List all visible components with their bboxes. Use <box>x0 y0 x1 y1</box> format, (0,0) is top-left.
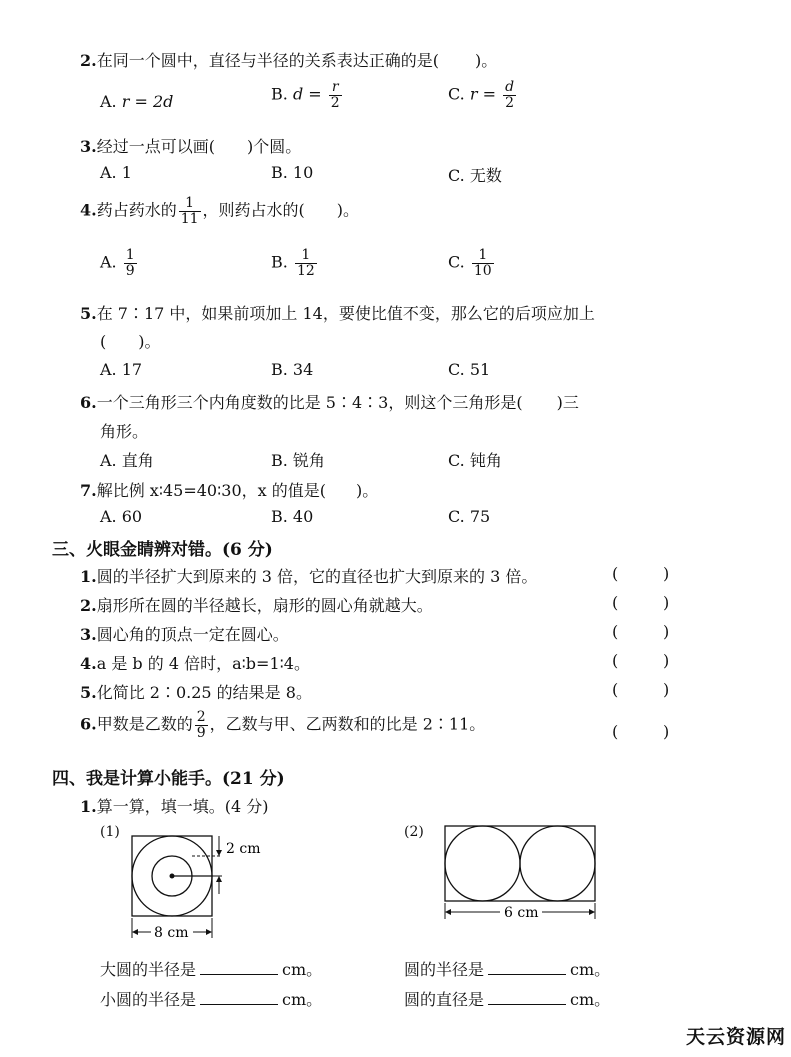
arrow-head-bottom <box>216 876 222 882</box>
figure-1-diagram <box>120 826 280 946</box>
fill-radius: 圆的半径是 cm。 <box>404 960 611 979</box>
judge-item-3: 3.圆心角的顶点一定在圆心。 <box>80 625 289 644</box>
dim-2cm: 2 cm <box>226 841 261 857</box>
q5-stem-line2: ( )。 <box>100 332 161 351</box>
answer-blank[interactable] <box>200 974 278 975</box>
q2-stem: 2.在同一个圆中，直径与半径的关系表达正确的是( )。 <box>80 51 498 70</box>
q2-option-b: B. d = $\frac{r}{2}$ <box>271 79 340 111</box>
q3-option-c: C. 无数 <box>448 166 502 185</box>
figure-1-label: (1) <box>100 824 120 840</box>
figure-2-label: (2) <box>404 824 424 840</box>
q6-stem: 6.一个三角形三个内角度数的比是 5∶4∶3，则这个三角形是( )三 <box>80 393 579 412</box>
figure-2-diagram <box>438 822 608 927</box>
q7-stem: 7.解比例 x∶45=40∶30，x 的值是( )。 <box>80 481 379 500</box>
section4-title: 四、我是计算小能手。(21 分) <box>52 769 285 789</box>
answer-blank[interactable] <box>488 974 566 975</box>
q5-option-c: C. 51 <box>448 360 491 379</box>
answer-paren-close: ) <box>663 651 670 670</box>
q3-option-a: A. 1 <box>100 163 132 182</box>
judge-item-5: 5.化简比 2∶0.25 的结果是 8。 <box>80 683 312 702</box>
q4-stem: 4.药占药水的 $\frac{1}{11}$ ，则药占水的( )。 <box>80 195 360 227</box>
sub-question-1: 1.算一算，填一填。(4 分) <box>80 797 269 816</box>
arrow-head-top <box>216 850 222 856</box>
q2-option-a: A. r = 2d <box>100 92 174 111</box>
q6-stem-line2: 角形。 <box>100 422 149 441</box>
answer-blank[interactable] <box>488 1004 566 1005</box>
q6-option-c: C. 钝角 <box>448 451 502 470</box>
watermark: 天云资源网 <box>686 1026 787 1048</box>
answer-paren-open[interactable]: ( <box>612 593 619 612</box>
answer-paren-close: ) <box>663 564 670 583</box>
answer-paren-open[interactable]: ( <box>612 680 619 699</box>
answer-paren-close: ) <box>663 593 670 612</box>
right-circle <box>520 826 595 901</box>
dim-8cm: 8 cm <box>154 925 189 941</box>
answer-paren-open[interactable]: ( <box>612 564 619 583</box>
judge-item-2: 2.扇形所在圆的半径越长，扇形的圆心角就越大。 <box>80 596 433 615</box>
q6-option-b: B. 锐角 <box>271 451 325 470</box>
q5-option-b: B. 34 <box>271 360 314 379</box>
fill-small-radius: 小圆的半径是 cm。 <box>100 990 323 1009</box>
q4-option-b: B. $\frac{1}{12}$ <box>271 247 315 279</box>
left-circle <box>445 826 520 901</box>
section3-title: 三、火眼金睛辨对错。(6 分) <box>52 540 273 560</box>
q7-option-a: A. 60 <box>100 507 143 526</box>
q3-stem: 3.经过一点可以画( )个圆。 <box>80 137 302 156</box>
q4-option-a: A. $\frac{1}{9}$ <box>100 247 135 279</box>
answer-paren-open[interactable]: ( <box>612 651 619 670</box>
fill-big-radius: 大圆的半径是 cm。 <box>100 960 323 979</box>
q5-option-a: A. 17 <box>100 360 143 379</box>
q2-option-c: C. r = $\frac{d}{2}$ <box>448 79 515 111</box>
answer-paren-open[interactable]: ( <box>612 622 619 641</box>
q7-option-b: B. 40 <box>271 507 314 526</box>
judge-item-4: 4.a 是 b 的 4 倍时，a∶b=1∶4。 <box>80 654 310 673</box>
q4-option-c: C. $\frac{1}{10}$ <box>448 247 492 279</box>
judge-item-6: 6.甲数是乙数的 $\frac{2}{9}$ ，乙数与甲、乙两数和的比是 2∶11。 <box>80 709 486 741</box>
q5-stem: 5.在 7∶17 中，如果前项加上 14，要使比值不变，那么它的后项应加上 <box>80 304 595 323</box>
q3-option-b: B. 10 <box>271 163 314 182</box>
answer-paren-close: ) <box>663 680 670 699</box>
answer-paren-close: ) <box>663 622 670 641</box>
q6-option-a: A. 直角 <box>100 451 154 470</box>
q7-option-c: C. 75 <box>448 507 491 526</box>
answer-blank[interactable] <box>200 1004 278 1005</box>
dim-6cm: 6 cm <box>504 905 539 921</box>
judge-item-1: 1.圆的半径扩大到原来的 3 倍，它的直径也扩大到原来的 3 倍。 <box>80 567 538 586</box>
fill-diameter: 圆的直径是 cm。 <box>404 990 611 1009</box>
answer-paren-open[interactable]: ( <box>612 722 619 741</box>
answer-paren-close: ) <box>663 722 670 741</box>
